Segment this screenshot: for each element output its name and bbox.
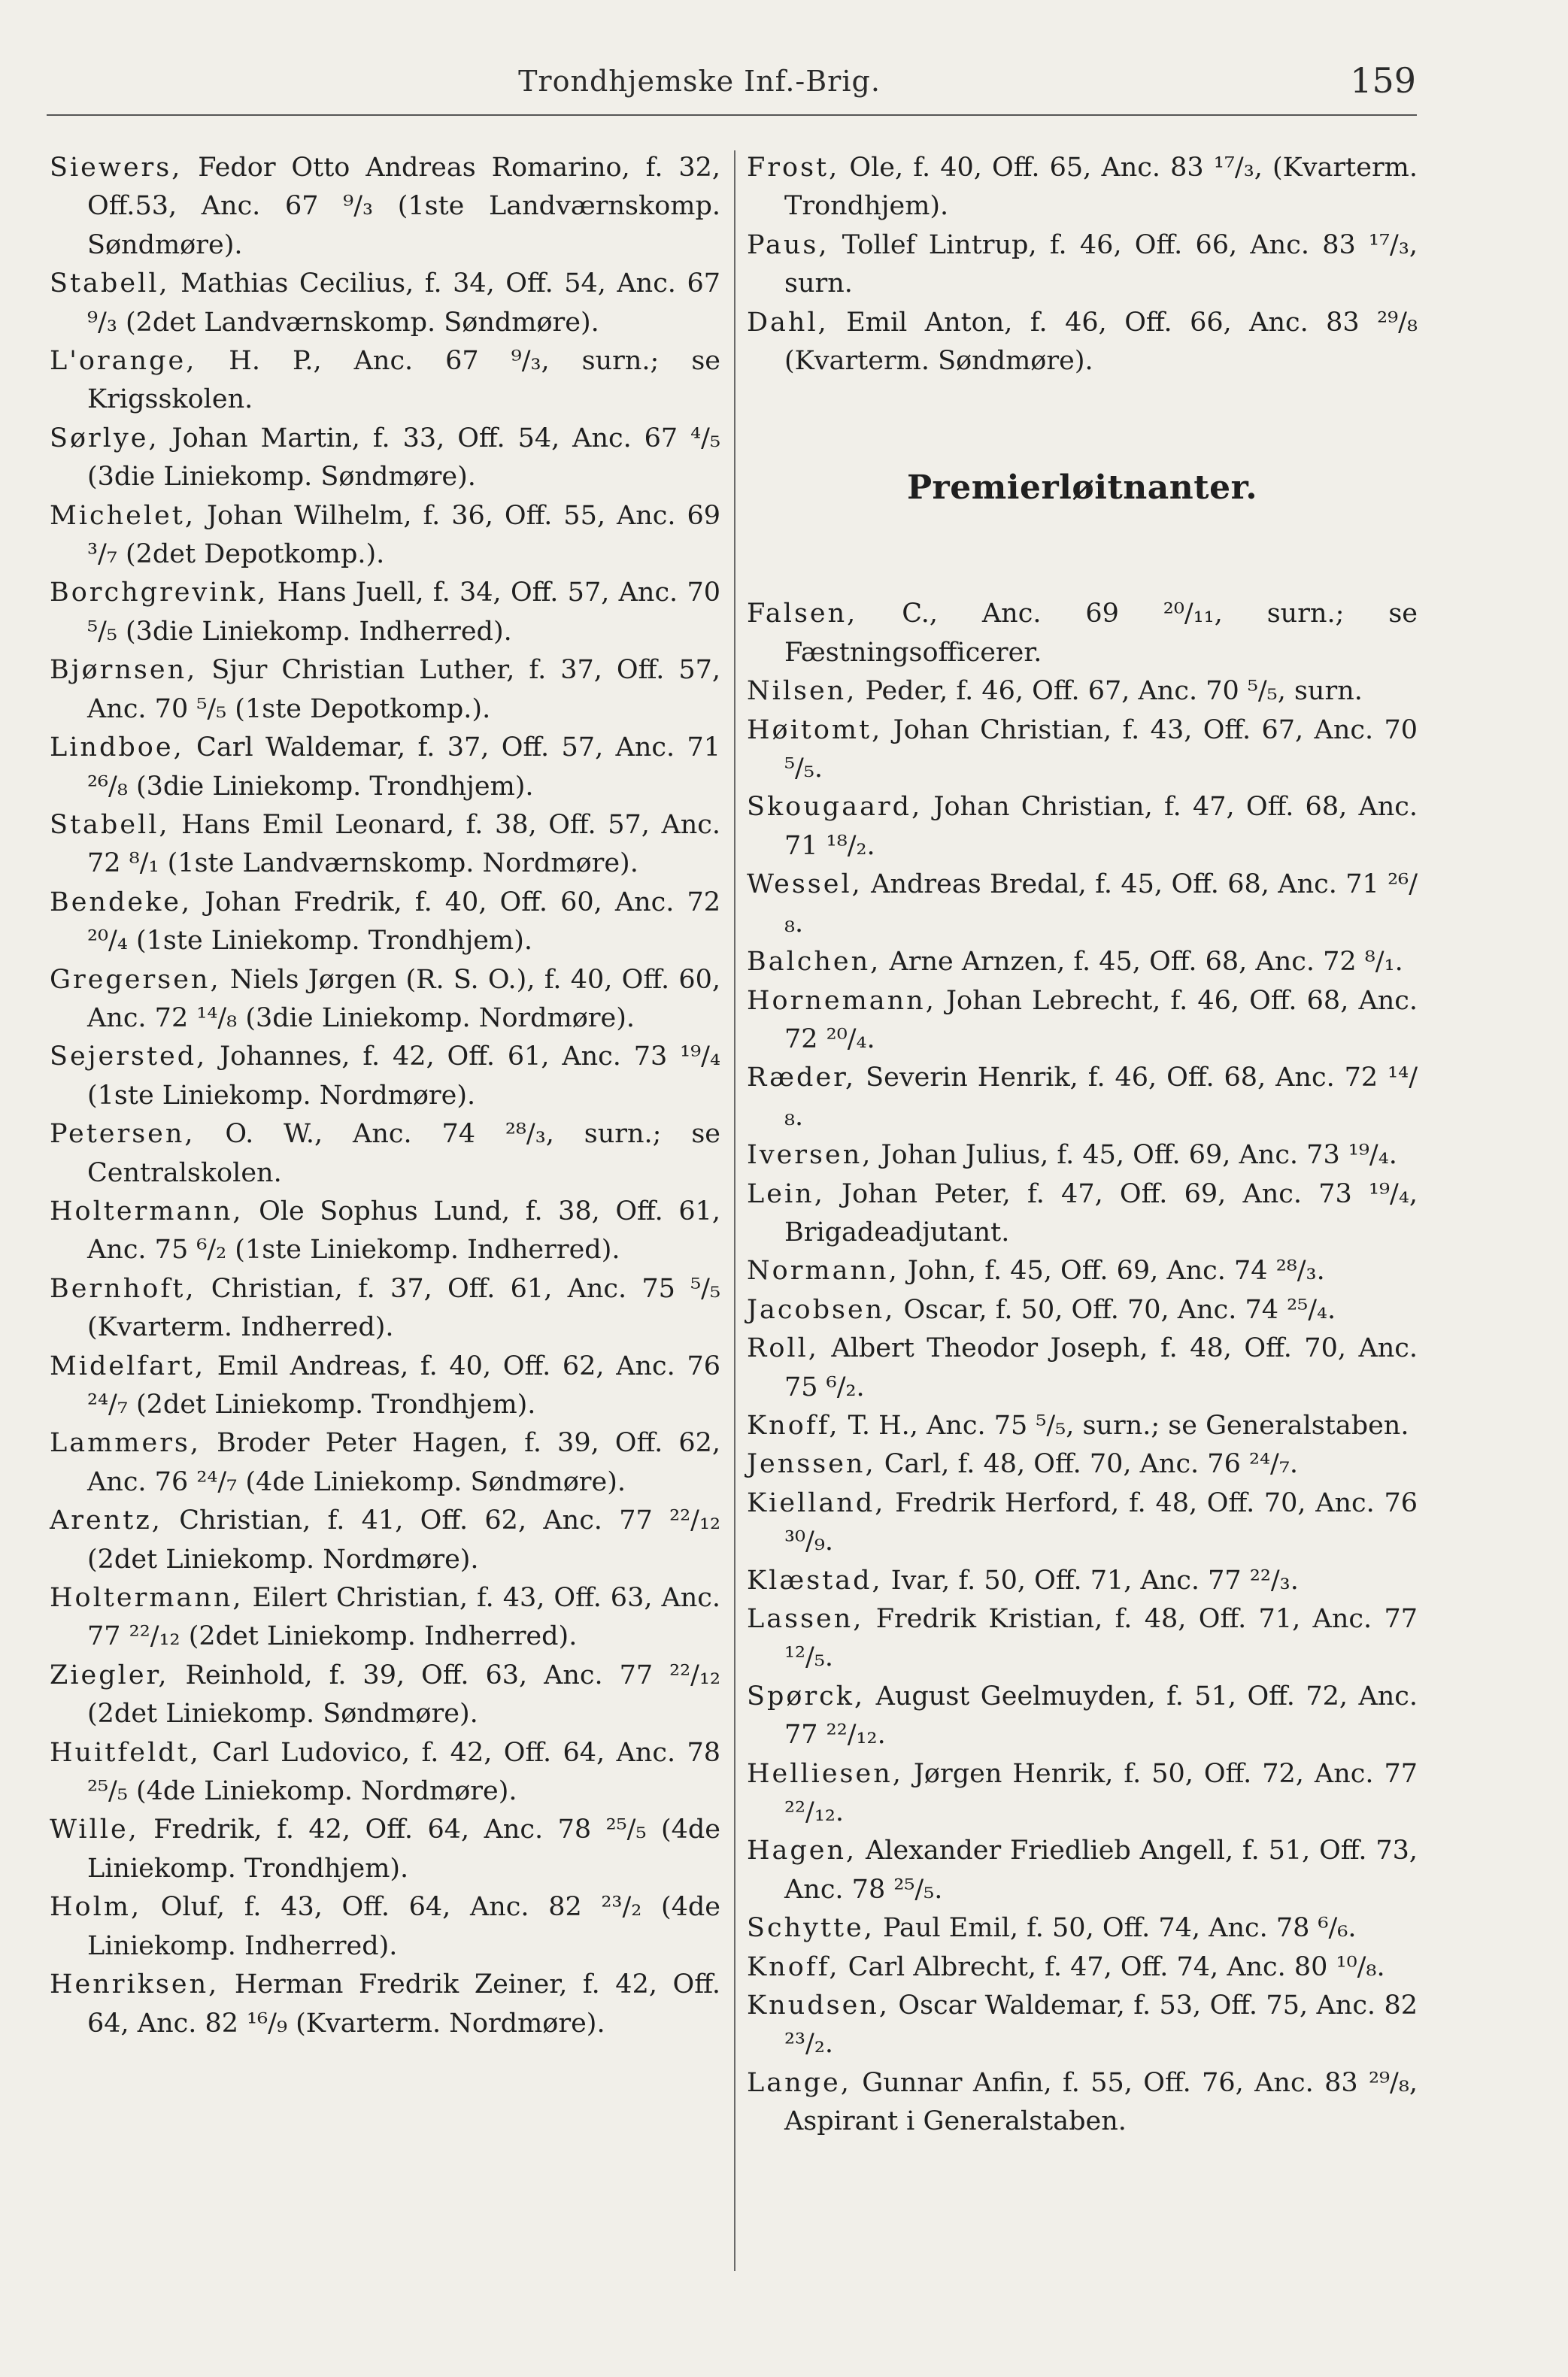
column-divider — [734, 150, 735, 2271]
entry-surname: Holtermann, — [50, 1196, 244, 1226]
entry-surname: Huitfeldt, — [50, 1737, 201, 1768]
page-number: 159 — [1350, 60, 1416, 101]
entry-surname: Helliesen, — [747, 1758, 903, 1789]
entry-details: Oluf, f. 43, Off. 64, Anc. 82 ²³/₂ (4de Liniekomp. Indherred). — [87, 1892, 720, 1961]
roster-entry — [50, 1734, 720, 1812]
roster-entry — [747, 595, 1418, 672]
roster-entry — [50, 149, 720, 265]
entry-details: Herman Fredrik Zeiner, f. 42, Off. 64, Anc. 82 ¹⁶/₉ (Kvarterm. Nordmøre). — [87, 1969, 720, 2039]
entry-details: Johan Christian, f. 47, Off. 68, Anc. 71 ¹⁸/₂. — [784, 792, 1418, 861]
entry-surname: Sørlye, — [50, 423, 159, 453]
entry-details: Johan Julius, f. 45, Off. 69, Anc. 73 ¹⁹/₄. — [872, 1140, 1397, 1171]
entry-surname: Arentz, — [50, 1505, 162, 1536]
entry-details: August Geelmuyden, f. 51, Off. 72, Anc. 77 ²²/₁₂. — [784, 1681, 1418, 1751]
entry-details: Niels Jørgen (R. S. O.), f. 40, Off. 60, Anc. 72 ¹⁴/₈ (3die Liniekomp. Nordmøre). — [87, 964, 720, 1033]
entry-details: Ole Sophus Lund, f. 38, Off. 61, Anc. 75 ⁶/₂ (1ste Liniekomp. Indherred). — [87, 1196, 720, 1266]
roster-entry — [50, 1193, 720, 1270]
entry-details: Hans Emil Leonard, f. 38, Off. 57, Anc. 72 ⁸/₁ (1ste Landværnskomp. Nordmøre). — [87, 809, 720, 879]
entry-details: Tollef Lintrup, f. 46, Off. 66, Anc. 83 ¹⁷/₃, surn. — [784, 229, 1418, 299]
roster-entry — [747, 1832, 1418, 1909]
entry-surname: Ræder, — [747, 1063, 857, 1093]
roster-entry — [50, 884, 720, 961]
entry-details: Reinhold, f. 39, Off. 63, Anc. 77 ²²/₁₂ (2det Liniekomp. Søndmøre). — [87, 1660, 720, 1730]
entry-details: Emil Andreas, f. 40, Off. 62, Anc. 76 ²⁴/₇ (2det Liniekomp. Trondhjem). — [87, 1351, 720, 1420]
roster-entry — [747, 304, 1418, 381]
entry-surname: Jenssen, — [747, 1449, 876, 1480]
roster-entry — [50, 1657, 720, 1734]
roster-entry — [747, 943, 1418, 981]
roster-entry — [747, 226, 1418, 304]
entry-surname: Wille, — [50, 1815, 139, 1845]
entry-surname: Nilsen, — [747, 676, 857, 707]
entry-details: Fedor Otto Andreas Romarino, f. 32, Off.53, Anc. 67 ⁹/₃ (1ste Landværnskomp. Søndmøre). — [87, 153, 720, 260]
entry-details: John, f. 45, Off. 69, Anc. 74 ²⁸/₃. — [899, 1256, 1325, 1287]
entry-surname: Lassen, — [747, 1604, 864, 1634]
roster-entry — [747, 1445, 1418, 1484]
entry-surname: Frost, — [747, 153, 840, 183]
entry-surname: Schytte, — [747, 1913, 875, 1944]
entry-surname: Lange, — [747, 2067, 851, 2098]
entry-details: Albert Theodor Joseph, f. 48, Off. 70, Anc. 75 ⁶/₂. — [784, 1333, 1418, 1402]
entry-surname: Kielland, — [747, 1487, 886, 1518]
entry-surname: Gregersen, — [50, 964, 221, 995]
entry-surname: Stabell, — [50, 809, 170, 840]
roster-entry — [747, 1329, 1418, 1407]
entry-details: Fredrik Herford, f. 48, Off. 70, Anc. 76 ³⁰/₉. — [784, 1487, 1418, 1557]
roster-entry — [50, 1038, 720, 1115]
entry-surname: L'orange, — [50, 346, 197, 377]
entry-surname: Michelet, — [50, 500, 196, 531]
roster-entry — [50, 1888, 720, 1966]
entry-surname: Holtermann, — [50, 1583, 244, 1614]
roster-entry — [747, 2064, 1418, 2142]
entry-details: Johan Christian, f. 43, Off. 67, Anc. 70 ⁵/₅. — [784, 714, 1418, 784]
entry-details: Ivar, f. 50, Off. 71, Anc. 77 ²²/₃. — [882, 1565, 1299, 1596]
entry-details: Emil Anton, f. 46, Off. 66, Anc. 83 ²⁹/₈ (Kvarterm. Søndmøre). — [784, 307, 1418, 377]
roster-entry — [747, 1175, 1418, 1253]
roster-entry — [50, 961, 720, 1038]
entry-details: Johannes, f. 42, Off. 61, Anc. 73 ¹⁹/₄ (1ste Liniekomp. Nordmøre). — [87, 1041, 720, 1111]
entry-surname: Balchen, — [747, 947, 881, 978]
entry-surname: Skougaard, — [747, 792, 923, 823]
entry-details: Christian, f. 41, Off. 62, Anc. 77 ²²/₁₂ (2det Liniekomp. Nordmøre). — [87, 1505, 720, 1575]
roster-entry — [50, 574, 720, 651]
entry-details: H. P., Anc. 67 ⁹/₃, surn.; se Krigsskolen. — [87, 346, 720, 415]
roster-entry — [50, 1348, 720, 1425]
entry-surname: Borchgrevink, — [50, 578, 268, 608]
entry-details: Andreas Bredal, f. 45, Off. 68, Anc. 71 ²⁶/₈. — [784, 869, 1418, 938]
roster-entry — [50, 1270, 720, 1348]
entry-details: Alexander Friedlieb Angell, f. 51, Off. 73, Anc. 78 ²⁵/₅. — [784, 1836, 1418, 1905]
entry-surname: Dahl, — [747, 307, 829, 338]
entry-surname: Roll, — [747, 1333, 819, 1364]
roster-entry — [747, 1948, 1418, 1987]
entry-details: Paul Emil, f. 50, Off. 74, Anc. 78 ⁶/₆. — [874, 1913, 1357, 1944]
entry-details: Oscar, f. 50, Off. 70, Anc. 74 ²⁵/₄. — [895, 1294, 1336, 1325]
entry-details: Johan Fredrik, f. 40, Off. 60, Anc. 72 ²⁰/₄ (1ste Liniekomp. Trondhjem). — [87, 887, 720, 957]
entry-details: Johan Wilhelm, f. 36, Off. 55, Anc. 69 ³/₇ (2det Depotkomp.). — [87, 500, 720, 570]
roster-entry — [50, 1579, 720, 1657]
running-header: Trondhjemske Inf.-Brig. — [518, 65, 881, 98]
entry-surname: Henriksen, — [50, 1969, 220, 2000]
roster-entry — [747, 866, 1418, 943]
entry-details: Broder Peter Hagen, f. 39, Off. 62, Anc. 76 ²⁴/₇ (4de Liniekomp. Søndmøre). — [87, 1428, 720, 1497]
entry-details: T. H., Anc. 75 ⁵/₅, surn.; se Generalstaben. — [839, 1410, 1409, 1441]
entry-surname: Iversen, — [747, 1140, 873, 1171]
entry-surname: Lindboe, — [50, 732, 184, 763]
entry-surname: Hagen, — [747, 1836, 857, 1866]
entry-surname: Midelfart, — [50, 1351, 206, 1381]
entry-surname: Bernhoft, — [50, 1273, 196, 1304]
entry-details: Fredrik, f. 42, Off. 64, Anc. 78 ²⁵/₅ (4de Liniekomp. Trondhjem). — [87, 1815, 720, 1884]
left-column — [50, 149, 720, 2043]
entry-details: Johan Lebrecht, f. 46, Off. 68, Anc. 72 ²⁰/₄. — [784, 985, 1418, 1054]
entry-surname: Siewers, — [50, 153, 183, 183]
roster-entry — [747, 1291, 1418, 1329]
entry-surname: Holm, — [50, 1892, 142, 1923]
entry-details: Severin Henrik, f. 46, Off. 68, Anc. 72 ¹⁴/₈. — [784, 1063, 1418, 1132]
entry-surname: Falsen, — [747, 599, 858, 629]
entry-details: Carl Albrecht, f. 47, Off. 74, Anc. 80 ¹⁰/₈. — [839, 1951, 1385, 1982]
roster-entry — [50, 729, 720, 806]
right-column — [747, 149, 1418, 2142]
entry-surname: Knoff, — [747, 1951, 840, 1982]
roster-entry — [50, 265, 720, 342]
roster-entry — [747, 1059, 1418, 1136]
roster-entry — [747, 672, 1418, 711]
entry-surname: Stabell, — [50, 268, 170, 299]
roster-entry — [50, 1424, 720, 1502]
entry-surname: Lein, — [747, 1178, 825, 1209]
roster-entry — [747, 1600, 1418, 1678]
roster-entry — [747, 1252, 1418, 1290]
entry-surname: Spørck, — [747, 1681, 866, 1712]
entry-surname: Bjørnsen, — [50, 655, 198, 686]
entry-surname: Hornemann, — [747, 985, 936, 1016]
roster-entry — [50, 1502, 720, 1579]
roster-entry — [747, 982, 1418, 1060]
entry-details: O. W., Anc. 74 ²⁸/₃, surn.; se Centralskolen. — [87, 1119, 720, 1188]
entry-surname: Petersen, — [50, 1119, 196, 1150]
roster-entry — [747, 1678, 1418, 1755]
entry-details: Sjur Christian Luther, f. 37, Off. 57, Anc. 70 ⁵/₅ (1ste Depotkomp.). — [87, 655, 720, 724]
roster-entry — [747, 1136, 1418, 1175]
roster-entry — [747, 1755, 1418, 1833]
roster-entry — [50, 651, 720, 729]
entry-details: Christian, f. 37, Off. 61, Anc. 75 ⁵/₅ (Kvarterm. Indherred). — [87, 1273, 720, 1343]
entry-surname: Knoff, — [747, 1410, 840, 1441]
entry-details: Ole, f. 40, Off. 65, Anc. 83 ¹⁷/₃, (Kvarterm. Trondhjem). — [784, 153, 1418, 222]
entry-details: Arne Arnzen, f. 45, Off. 68, Anc. 72 ⁸/₁. — [881, 947, 1403, 978]
entry-surname: Normann, — [747, 1256, 899, 1287]
roster-entry — [747, 1407, 1418, 1445]
entry-details: Peder, f. 46, Off. 67, Anc. 70 ⁵/₅, surn. — [857, 676, 1363, 707]
entry-surname: Knudsen, — [747, 1990, 890, 2021]
roster-entry — [747, 1484, 1418, 1562]
header-rule — [47, 114, 1417, 116]
roster-entry — [50, 806, 720, 884]
entry-surname: Jacobsen, — [747, 1294, 896, 1325]
roster-entry — [50, 1966, 720, 2043]
roster-entry — [747, 149, 1418, 226]
entry-details: Johan Peter, f. 47, Off. 69, Anc. 73 ¹⁹/₄, Brigadeadjutant. — [784, 1178, 1418, 1248]
entry-surname: Bendeke, — [50, 887, 193, 917]
roster-entry — [50, 420, 720, 497]
entry-details: Fredrik Kristian, f. 48, Off. 71, Anc. 77 ¹²/₅. — [784, 1604, 1418, 1673]
entry-details: C., Anc. 69 ²⁰/₁₁, surn.; se Fæstningsofficerer. — [784, 599, 1418, 668]
entry-details: Oscar Waldemar, f. 53, Off. 75, Anc. 82 ²³/₂. — [784, 1990, 1418, 2060]
roster-entry — [747, 1909, 1418, 1948]
entry-details: Gunnar Anfin, f. 55, Off. 76, Anc. 83 ²⁹/₈, Aspirant i Generalstaben. — [784, 2067, 1418, 2137]
roster-entry — [50, 342, 720, 420]
entry-details: Carl Ludovico, f. 42, Off. 64, Anc. 78 ²⁵/₅ (4de Liniekomp. Nordmøre). — [87, 1737, 720, 1807]
entry-details: Jørgen Henrik, f. 50, Off. 72, Anc. 77 ²²/₁₂. — [784, 1758, 1418, 1828]
entry-details: Eilert Christian, f. 43, Off. 63, Anc. 77 ²²/₁₂ (2det Liniekomp. Indherred). — [87, 1583, 720, 1652]
entry-surname: Sejersted, — [50, 1041, 208, 1072]
entry-details: Hans Juell, f. 34, Off. 57, Anc. 70 ⁵/₅ (3die Liniekomp. Indherred). — [87, 578, 720, 647]
entry-details: Carl Waldemar, f. 37, Off. 57, Anc. 71 ²⁶/₈ (3die Liniekomp. Trondhjem). — [87, 732, 720, 802]
entry-surname: Høitomt, — [747, 714, 883, 745]
roster-entry — [747, 711, 1418, 789]
roster-entry — [747, 788, 1418, 866]
roster-entry — [747, 1562, 1418, 1600]
entry-surname: Paus, — [747, 229, 829, 260]
section-heading: Premierløitnanter. — [906, 468, 1258, 508]
roster-entry — [747, 1987, 1418, 2064]
roster-entry — [50, 1115, 720, 1193]
roster-entry — [50, 1811, 720, 1888]
entry-details: Carl, f. 48, Off. 70, Anc. 76 ²⁴/₇. — [875, 1449, 1298, 1480]
entry-surname: Wessel, — [747, 869, 863, 900]
roster-entry — [50, 497, 720, 575]
entry-details: Mathias Cecilius, f. 34, Off. 54, Anc. 67 ⁹/₃ (2det Landværnskomp. Søndmøre). — [87, 268, 720, 338]
entry-surname: Ziegler, — [50, 1660, 169, 1690]
entry-surname: Lammers, — [50, 1428, 202, 1459]
entry-surname: Klæstad, — [747, 1565, 883, 1596]
entry-details: Johan Martin, f. 33, Off. 54, Anc. 67 ⁴/₅ (3die Liniekomp. Søndmøre). — [87, 423, 720, 493]
